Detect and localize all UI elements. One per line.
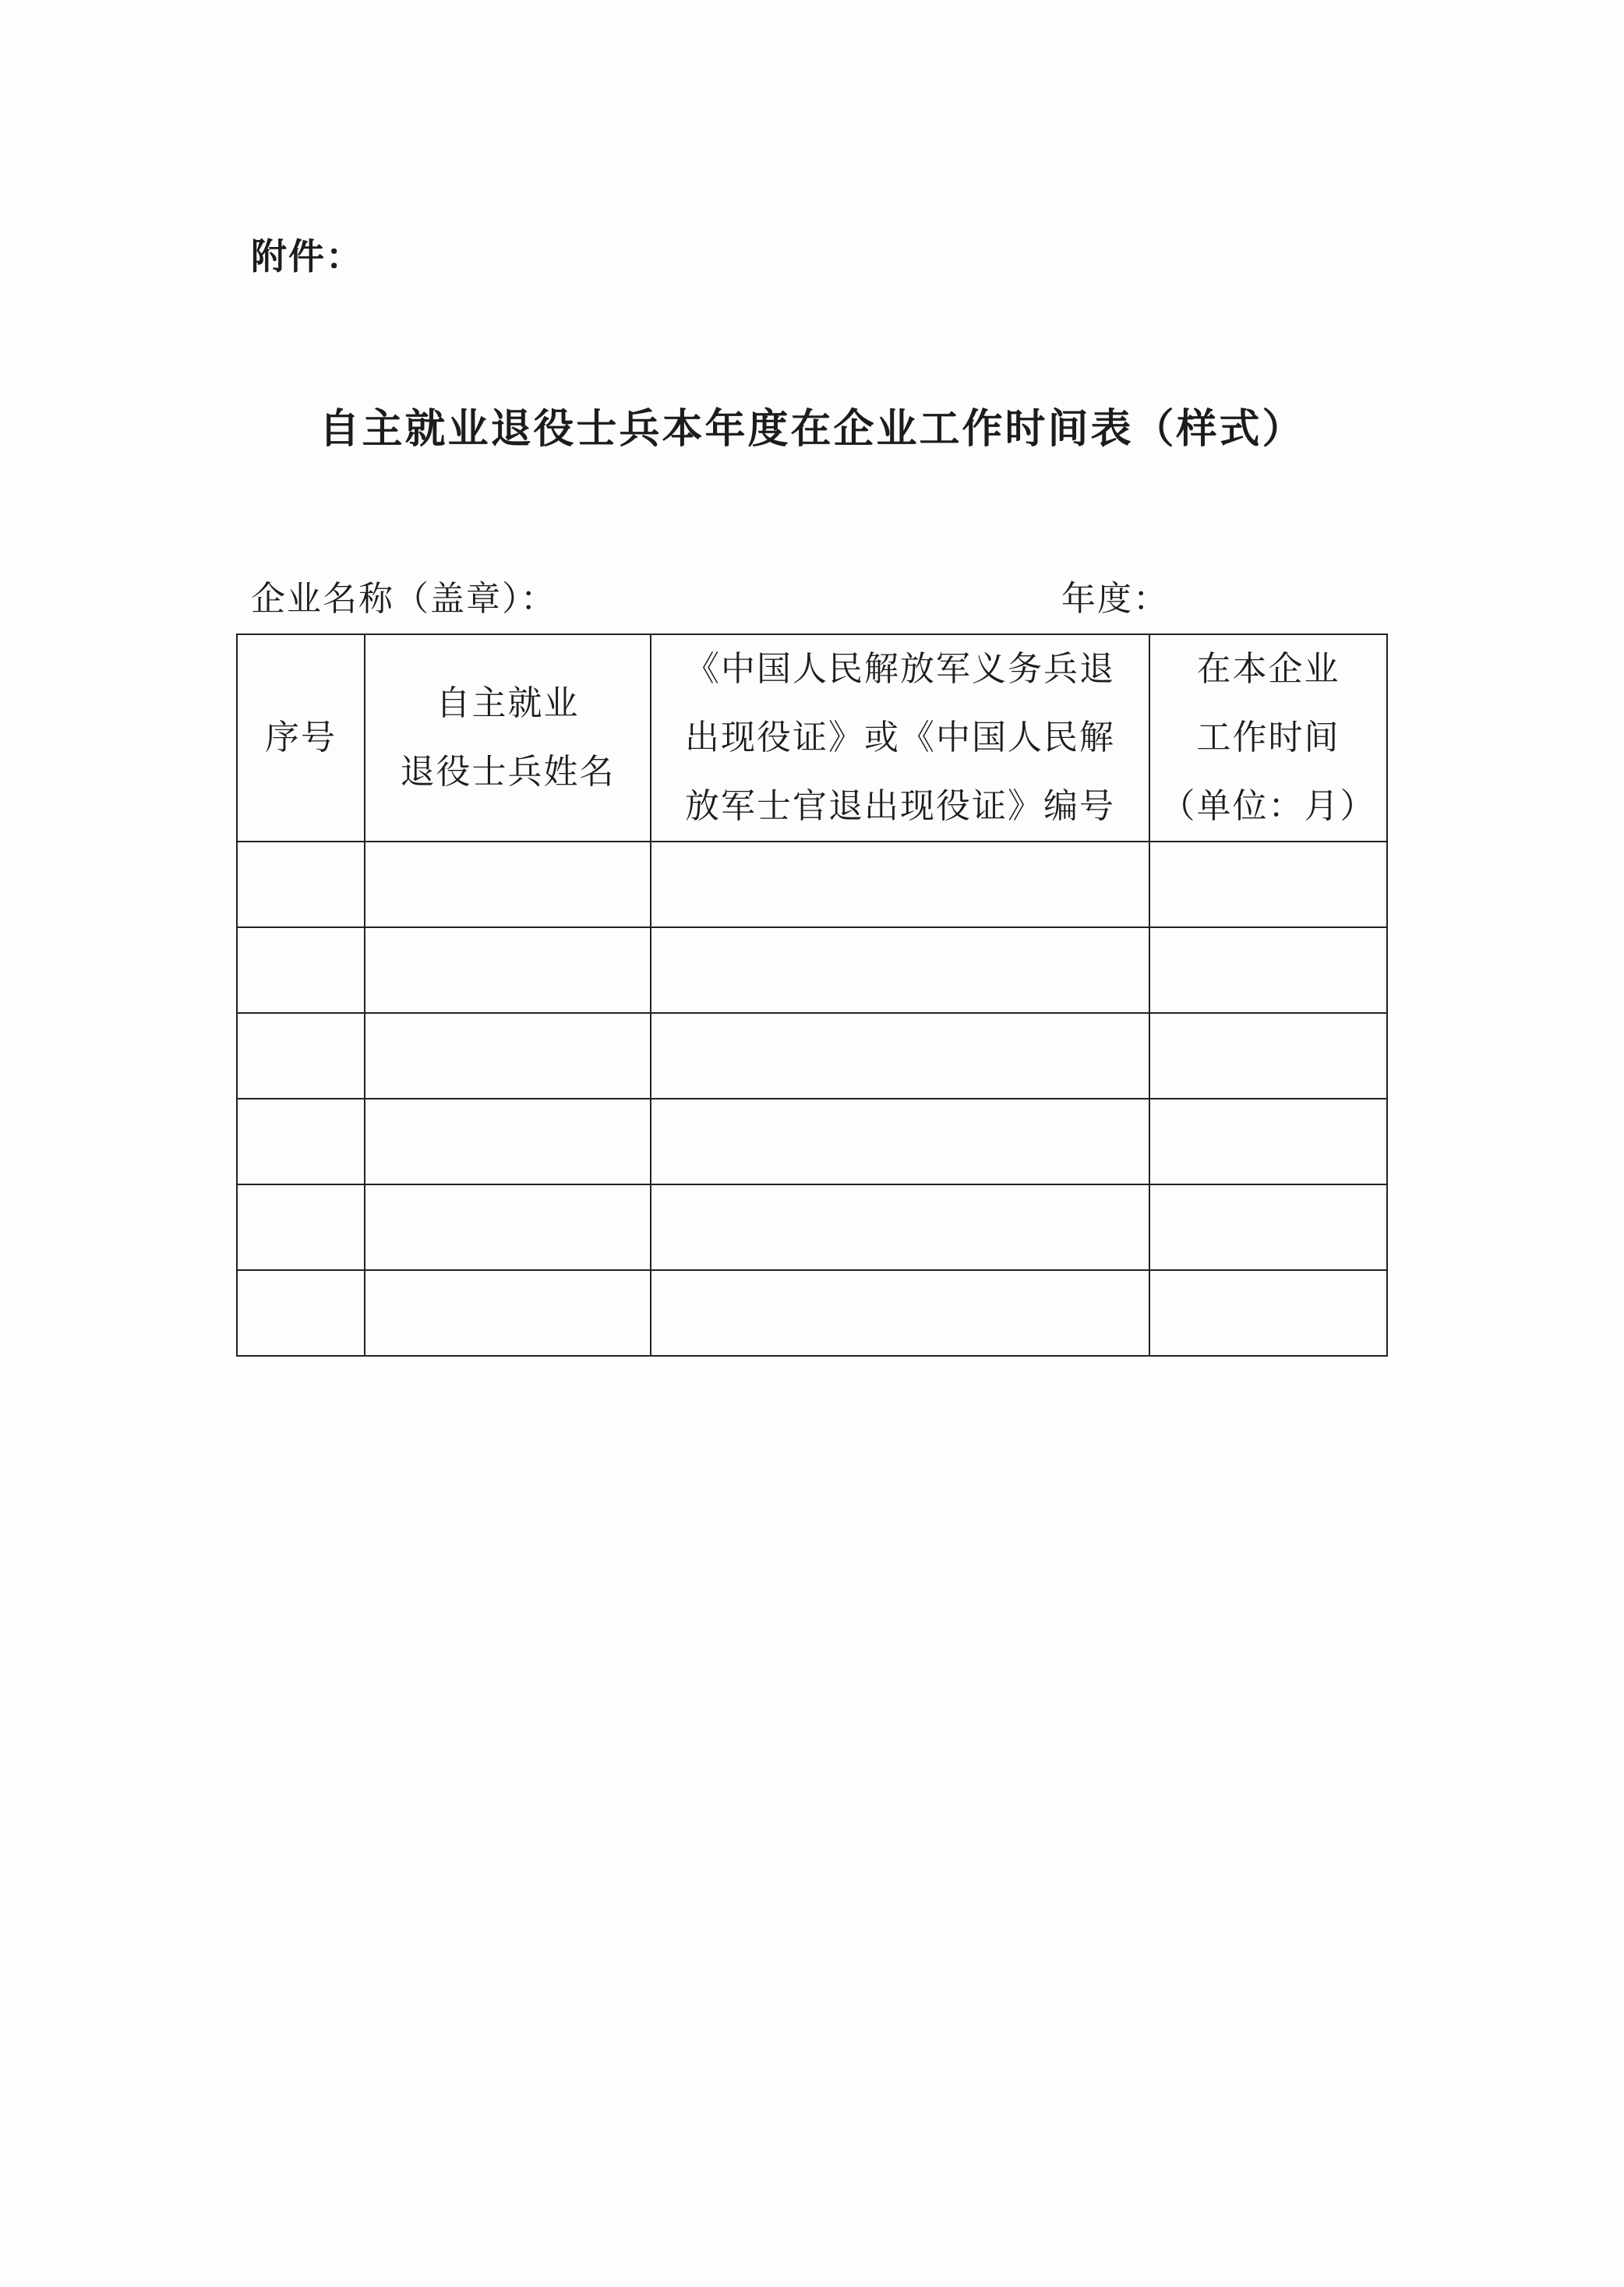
table-row: [237, 927, 1387, 1013]
cell-time: [1149, 1099, 1387, 1184]
cell-time: [1149, 1270, 1387, 1356]
cell-name: [365, 1270, 651, 1356]
cell-cert: [651, 1099, 1149, 1184]
cell-seq: [237, 842, 365, 927]
document-title: 自主就业退役士兵本年度在企业工作时间表（样式）: [319, 406, 1305, 453]
cell-cert: [651, 1184, 1149, 1270]
table-row: [237, 1099, 1387, 1184]
header-time-line-3: （单位：月）: [1160, 786, 1376, 826]
cell-cert: [651, 1013, 1149, 1099]
cell-time: [1149, 842, 1387, 927]
year-label: 年度：: [1061, 579, 1169, 619]
cell-seq: [237, 1184, 365, 1270]
cell-seq: [237, 1099, 365, 1184]
table-row: [237, 1013, 1387, 1099]
header-seq: [237, 634, 365, 842]
company-name-label: 企业名称（盖章）：: [251, 579, 556, 619]
header-name-line-1: 自主就业: [436, 683, 580, 723]
cell-cert: [651, 1270, 1149, 1356]
cell-seq: [237, 1270, 365, 1356]
cell-time: [1149, 1184, 1387, 1270]
table-header-row: [237, 634, 1387, 842]
header-time-line-2: 工作时间: [1196, 718, 1340, 757]
header-cert-line-1: 《中国人民解放军义务兵退: [685, 649, 1115, 689]
header-name-line-2: 退役士兵姓名: [400, 752, 616, 792]
header-work-time: [1149, 634, 1387, 842]
header-soldier-name: [365, 634, 651, 842]
cell-name: [365, 1099, 651, 1184]
cell-name: [365, 1013, 651, 1099]
cell-seq: [237, 927, 365, 1013]
table-row: [237, 1270, 1387, 1356]
cell-time: [1149, 927, 1387, 1013]
table-row: [237, 1184, 1387, 1270]
header-cert-line-2: 出现役证》或《中国人民解: [685, 718, 1115, 757]
work-time-table: [236, 634, 1388, 1357]
attachment-label: 附件：: [251, 235, 363, 277]
cell-seq: [237, 1013, 365, 1099]
cell-cert: [651, 927, 1149, 1013]
cell-time: [1149, 1013, 1387, 1099]
header-time-line-1: 在本企业: [1196, 649, 1340, 689]
cell-name: [365, 842, 651, 927]
cell-name: [365, 1184, 651, 1270]
header-certificate-number: [651, 634, 1149, 842]
header-cert-line-3: 放军士官退出现役证》编号: [685, 786, 1115, 826]
table-row: [237, 842, 1387, 927]
header-seq-text: 序号: [265, 718, 337, 757]
cell-name: [365, 927, 651, 1013]
cell-cert: [651, 842, 1149, 927]
